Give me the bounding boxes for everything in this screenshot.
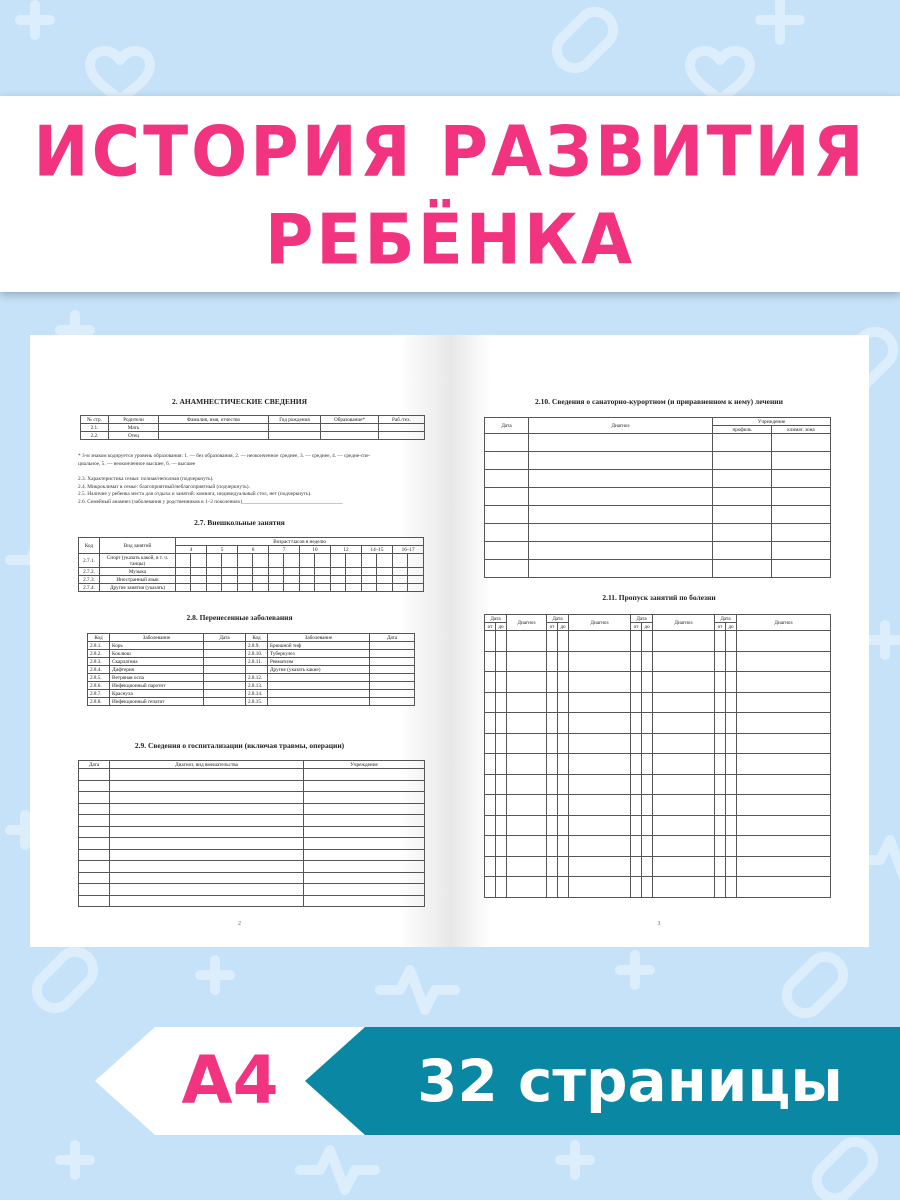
- plus-icon: [870, 625, 900, 655]
- table-header: Возраст/часов в неделю: [176, 538, 424, 546]
- table-cell: Мать: [109, 424, 159, 432]
- table-cell: Ревматизм: [268, 658, 370, 666]
- age-header: 14–15: [362, 546, 393, 554]
- heart-icon: [690, 51, 750, 100]
- table-header: Дата: [715, 615, 737, 623]
- table-row: [485, 836, 831, 857]
- table-row: [485, 774, 831, 795]
- table-row: [485, 733, 831, 754]
- table-cell: Инфекционный паротит: [110, 682, 204, 690]
- table-cell: [379, 424, 425, 432]
- table-header: Диагноз: [507, 615, 547, 631]
- table-cell: Брюшной тиф: [268, 642, 370, 650]
- table-header: до: [558, 623, 569, 631]
- table-row: [485, 795, 831, 816]
- table-cell: 2.8.6.: [88, 682, 110, 690]
- table-header: Диагноз: [653, 615, 715, 631]
- table-header: до: [496, 623, 507, 631]
- table-row: [485, 672, 831, 693]
- table-header: № стр.: [81, 416, 109, 424]
- sanatorium-table: [484, 417, 831, 578]
- table-header: Дата: [79, 761, 110, 769]
- table-row: [485, 434, 831, 452]
- table-header: Учреждение: [713, 418, 831, 426]
- table-cell: [268, 690, 370, 698]
- heart-icon: [90, 51, 150, 100]
- table-row: [79, 838, 425, 850]
- plus-icon: [200, 960, 230, 990]
- info-line: 2.3. Характеристика семьи: полная/неполная (подчеркнуть).: [78, 476, 214, 482]
- table-row: [485, 542, 831, 560]
- section-title-sanatorium: 2.10. Сведения о санаторно-курортном (и приравненном к нему) лечении: [535, 397, 783, 406]
- table-header: Код: [79, 538, 100, 554]
- table-header-row: [79, 761, 425, 769]
- pill-icon: [817, 1142, 873, 1198]
- open-book: [30, 335, 869, 947]
- table-row: [485, 692, 831, 713]
- table-header: до: [642, 623, 653, 631]
- section-title-anamnesis: 2. АНАМНЕСТИЧЕСКИЕ СВЕДЕНИЯ: [171, 397, 308, 406]
- section-title-missed-classes: 2.11. Пропуск занятий по болезни: [602, 593, 716, 602]
- table-header: Диагноз: [737, 615, 831, 631]
- table-row: [485, 470, 831, 488]
- table-cell: 2.1.: [81, 424, 109, 432]
- table-cell: 2.7.2.: [79, 568, 100, 576]
- table-cell: Туберкулез: [268, 650, 370, 658]
- table-cell: [159, 432, 269, 440]
- table-cell: 2.8.8.: [88, 698, 110, 706]
- table-row: [79, 584, 424, 592]
- table-header: климат. зона: [772, 426, 831, 434]
- table-cell: Инфекционный гепатит: [110, 698, 204, 706]
- table-row: [79, 576, 424, 584]
- section-title-activities: 2.7. Внешкольные занятия: [194, 518, 285, 527]
- table-cell: 2.7.4.: [79, 584, 100, 592]
- pill-icon: [37, 952, 93, 1008]
- table-header: Код: [88, 634, 110, 642]
- table-row: [79, 780, 425, 792]
- table-row: [485, 877, 831, 898]
- table-row: [79, 849, 425, 861]
- table-cell: 2.8.10.: [246, 650, 268, 658]
- plus-icon: [20, 5, 50, 35]
- table-cell: 2.8.2.: [88, 650, 110, 658]
- table-cell: [321, 424, 379, 432]
- table-cell: 2.8.7.: [88, 690, 110, 698]
- table-cell: Отец: [109, 432, 159, 440]
- table-row: [485, 488, 831, 506]
- age-header: 4: [176, 546, 207, 554]
- table-cell: Краснуха: [110, 690, 204, 698]
- table-header: от: [715, 623, 726, 631]
- table-row: [79, 861, 425, 873]
- table-row: [485, 856, 831, 877]
- title-line-1: ИСТОРИЯ РАЗВИТИЯ: [33, 110, 867, 193]
- age-header: 5: [207, 546, 238, 554]
- table-cell: 2.8.5.: [88, 674, 110, 682]
- table-header: Год рождения: [269, 416, 321, 424]
- age-header: 10: [300, 546, 331, 554]
- table-cell: [246, 666, 268, 674]
- table-cell: Скарлатина: [110, 658, 204, 666]
- title-banner: [0, 96, 900, 292]
- education-footnote: [78, 453, 423, 468]
- footnote-line: * 3-м знаком кодируется уровень образования: 1. — без образования, 2. — неоконченное среднее, 3. — среднее, 4. — средне-спе-: [78, 453, 371, 459]
- table-header: Дата: [370, 634, 415, 642]
- format-label: А4: [181, 1042, 279, 1119]
- table-header: Заболевание: [110, 634, 204, 642]
- page-number: 2: [238, 921, 241, 927]
- table-row: [88, 690, 415, 698]
- table-row: [81, 424, 425, 432]
- table-cell: 2.8.9.: [246, 642, 268, 650]
- table-header-row: [88, 634, 415, 642]
- age-header: 16–17: [393, 546, 424, 554]
- table-row: [485, 713, 831, 734]
- age-header: 12: [331, 546, 362, 554]
- table-row: [79, 554, 424, 568]
- table-cell: Спорт (указать какой, в т. ч. танцы): [100, 554, 176, 568]
- table-cell: [269, 424, 321, 432]
- table-header: Диагноз: [529, 418, 713, 434]
- table-cell: 2.8.1.: [88, 642, 110, 650]
- plus-icon: [620, 955, 650, 985]
- table-row: [79, 895, 425, 907]
- section-title-hospitalization: 2.9. Сведения о госпитализации (включая травмы, операции): [134, 741, 345, 750]
- table-header: Дата: [547, 615, 569, 623]
- table-header: Вид занятий: [100, 538, 176, 554]
- table-cell: 2.8.14.: [246, 690, 268, 698]
- table-cell: 2.7.1.: [79, 554, 100, 568]
- table-row: [79, 803, 425, 815]
- heartbeat-icon: [300, 1150, 375, 1190]
- table-cell: [268, 682, 370, 690]
- footnote-line: циальное, 5. — неоконченное высшее, 6. — высшее: [78, 460, 196, 467]
- table-cell: Иностранный язык: [100, 576, 176, 584]
- table-row: [88, 666, 415, 674]
- table-row: [485, 452, 831, 470]
- table-cell: Корь: [110, 642, 204, 650]
- table-row: [79, 769, 425, 781]
- table-cell: 2.8.13.: [246, 682, 268, 690]
- table-cell: [269, 432, 321, 440]
- table-header: Фамилия, имя, отчество: [159, 416, 269, 424]
- table-row: [88, 682, 415, 690]
- table-row: [79, 568, 424, 576]
- table-row: [81, 432, 425, 440]
- table-row: [485, 815, 831, 836]
- info-line: 2.5. Наличие у ребенка места для отдыха и занятий: комната, индивидуальный стол, нет (подчеркнуть).: [78, 491, 312, 497]
- table-row: [485, 651, 831, 672]
- page-number: 3: [657, 921, 661, 927]
- table-header: Родители: [109, 416, 159, 424]
- table-row: [88, 674, 415, 682]
- table-cell: 2.8.11.: [246, 658, 268, 666]
- table-row: [88, 650, 415, 658]
- table-row: [485, 631, 831, 652]
- table-header-row: [485, 615, 831, 623]
- hospitalization-table: [78, 760, 425, 907]
- left-page: [30, 335, 449, 947]
- table-row: [79, 826, 425, 838]
- table-header: Дата: [631, 615, 653, 623]
- plus-icon: [60, 1145, 90, 1175]
- info-line: 2.6. Семейный анамнез (заболевания у родственников в 1–2 поколениях)______________________________________: [78, 498, 343, 505]
- table-row: [79, 815, 425, 827]
- table-header: Диагноз: [569, 615, 631, 631]
- table-cell: Другие занятия (указать): [100, 584, 176, 592]
- table-header: Образование*: [321, 416, 379, 424]
- table-header-row: [81, 416, 425, 424]
- pages-count-label: 32 страницы: [417, 1047, 843, 1115]
- table-header: Дата: [485, 615, 507, 623]
- table-row: [79, 792, 425, 804]
- table-cell: 2.8.3.: [88, 658, 110, 666]
- table-header: Дата: [485, 418, 529, 434]
- right-page: [449, 335, 869, 947]
- table-header: Заболевание: [268, 634, 370, 642]
- table-row: [88, 642, 415, 650]
- table-cell: [268, 698, 370, 706]
- plus-icon: [560, 1145, 590, 1175]
- plus-icon: [760, 0, 800, 40]
- table-row: [79, 884, 425, 896]
- info-line: 2.4. Микроклимат в семье: благоприятный/неблагоприятный (подчеркнуть).: [78, 483, 250, 490]
- table-cell: Дифтерия: [110, 666, 204, 674]
- table-header: профиль: [713, 426, 772, 434]
- table-header: Код: [246, 634, 268, 642]
- table-row: [88, 658, 415, 666]
- pill-icon: [557, 12, 613, 68]
- table-cell: Ветряная оспа: [110, 674, 204, 682]
- age-header: 7: [269, 546, 300, 554]
- table-cell: Музыка: [100, 568, 176, 576]
- table-row: [485, 524, 831, 542]
- table-header: Учреждение: [304, 761, 425, 769]
- table-cell: [268, 674, 370, 682]
- pill-icon: [787, 957, 843, 1013]
- heartbeat-icon: [380, 970, 455, 1010]
- table-row: [485, 754, 831, 775]
- table-header: до: [726, 623, 737, 631]
- table-cell: [379, 432, 425, 440]
- table-header: Диагноз, вид вмешательства: [110, 761, 304, 769]
- missed-classes-table: [484, 614, 831, 898]
- table-cell: 2.7.3.: [79, 576, 100, 584]
- parents-table: [80, 415, 425, 440]
- diseases-table: [87, 633, 415, 706]
- table-row: [485, 560, 831, 578]
- section-title-diseases: 2.8. Перенесенные заболевания: [186, 613, 293, 622]
- table-header-row: [485, 418, 831, 426]
- table-cell: 2.8.4.: [88, 666, 110, 674]
- table-header: от: [547, 623, 558, 631]
- table-cell: 2.8.12.: [246, 674, 268, 682]
- table-header: Раб./тех.: [379, 416, 425, 424]
- table-header: Дата: [204, 634, 246, 642]
- table-cell: 2.2.: [81, 432, 109, 440]
- table-cell: Другие (указать какие): [268, 666, 370, 674]
- age-header: 6: [238, 546, 269, 554]
- table-header-row: [79, 538, 424, 546]
- table-cell: [159, 424, 269, 432]
- table-row: [79, 872, 425, 884]
- table-cell: Коклюш: [110, 650, 204, 658]
- activities-table: [78, 537, 424, 592]
- title-line-2: РЕБЁНКА: [264, 198, 636, 281]
- table-header: от: [631, 623, 642, 631]
- table-row: [88, 698, 415, 706]
- family-info: [78, 476, 423, 506]
- table-row: [485, 506, 831, 524]
- table-cell: [321, 432, 379, 440]
- table-header: от: [485, 623, 496, 631]
- table-cell: 2.8.15.: [246, 698, 268, 706]
